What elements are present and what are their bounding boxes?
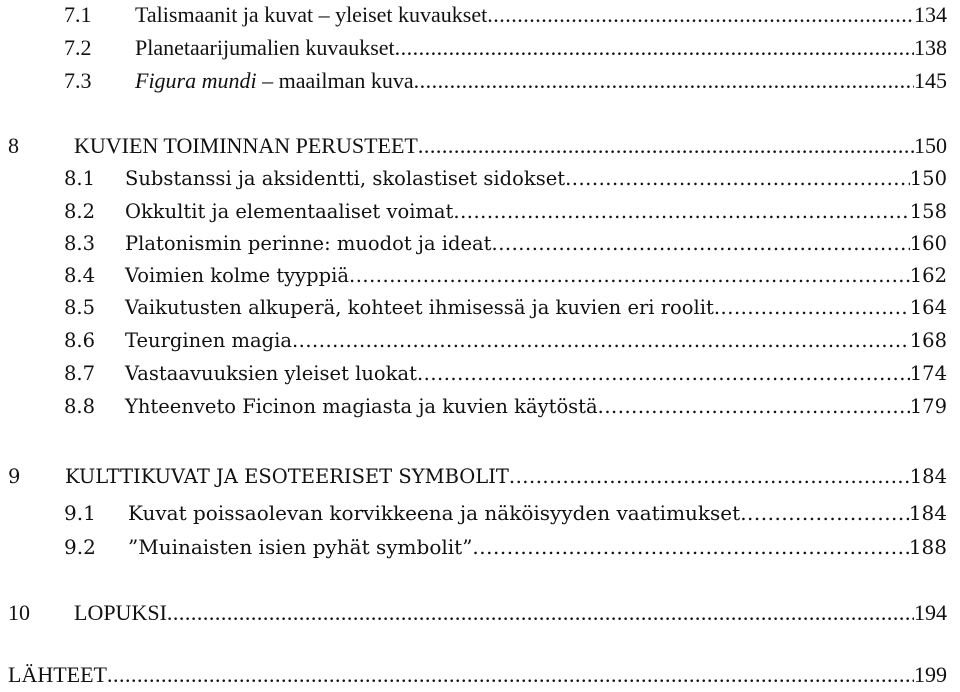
- toc-entry-number: 8.2: [64, 200, 96, 223]
- toc-entry-number: 7.2: [64, 35, 92, 60]
- toc-entry-8-4[interactable]: [0, 264, 947, 294]
- toc-entry-number: 9: [8, 465, 21, 488]
- toc-entry-page: 184: [909, 465, 947, 488]
- leader-dots: [509, 465, 910, 488]
- toc-entry-page: 199: [914, 662, 947, 687]
- toc-entry-page: 138: [914, 35, 947, 60]
- toc-entry-title: Substanssi ja aksidentti, skolastiset sidokset: [125, 167, 566, 190]
- toc-entry-number: 9.2: [64, 535, 96, 559]
- toc-entry-title: LÄHTEET: [8, 662, 107, 687]
- toc-entry-number: 8.3: [64, 232, 96, 255]
- toc-entry-title: KULTTIKUVAT JA ESOTEERISET SYMBOLIT: [65, 465, 509, 488]
- toc-entry-title: [135, 68, 414, 94]
- toc-entry-number: 8.4: [64, 264, 96, 287]
- leader-dots: [417, 362, 910, 385]
- toc-entry-page: 145: [914, 68, 947, 93]
- toc-entry-8-2[interactable]: [0, 200, 947, 230]
- toc-entry-8-8[interactable]: [0, 395, 947, 425]
- leader-dots: [414, 68, 914, 94]
- toc-chapter-9[interactable]: [0, 465, 947, 495]
- toc-entry-number: 8.7: [64, 362, 96, 385]
- toc-entry-8-5[interactable]: [0, 296, 947, 326]
- toc-entry-number: 8.5: [64, 296, 96, 319]
- toc-entry-number: 8: [8, 133, 19, 158]
- toc-entry-title: Teurginen magia: [125, 329, 292, 352]
- toc-entry-title: Vaikutusten alkuperä, kohteet ihmisessä ja kuvien eri roolit: [125, 296, 714, 319]
- toc-entry-page: 150: [914, 133, 947, 158]
- toc-entry-7-3[interactable]: [0, 68, 947, 98]
- leader-dots: [740, 501, 909, 525]
- leader-dots: [395, 35, 914, 61]
- toc-chapter-8[interactable]: [0, 133, 947, 163]
- toc-entry-number: 8.6: [64, 329, 96, 352]
- toc-entry-page: 162: [909, 264, 947, 287]
- toc-entry-number: 7.3: [64, 68, 92, 93]
- toc-entry-8-7[interactable]: [0, 362, 947, 392]
- leader-dots: [487, 2, 914, 28]
- toc-entry-9-2[interactable]: [0, 535, 947, 565]
- toc-entry-page: 160: [909, 232, 947, 255]
- toc-entry-title: Vastaavuuksien yleiset luokat: [125, 362, 417, 385]
- toc-entry-title: Voimien kolme tyyppiä: [125, 264, 350, 287]
- toc-entry-number: 9.1: [64, 501, 96, 525]
- toc-entry-title-italic: Figura mundi: [135, 68, 257, 93]
- toc-entry-title: Okkultit ja elementaaliset voimat: [125, 200, 454, 223]
- toc-entry-page: 194: [914, 600, 947, 625]
- toc-entry-title: LOPUKSI: [74, 600, 167, 625]
- toc-entry-title-rest: – maailman kuva: [256, 68, 414, 93]
- toc-entry-7-1[interactable]: [0, 2, 947, 32]
- toc-entry-8-3[interactable]: [0, 232, 947, 262]
- leader-dots: [453, 200, 909, 223]
- toc-entry-title: ”Muinaisten isien pyhät symbolit”: [128, 535, 473, 559]
- toc-entry-9-1[interactable]: [0, 501, 947, 531]
- toc-entry-7-2[interactable]: [0, 35, 947, 65]
- toc-entry-title: KUVIEN TOIMINNAN PERUSTEET: [74, 133, 418, 158]
- toc-entry-title: Kuvat poissaolevan korvikkeena ja näköisyyden vaatimukset: [128, 501, 741, 525]
- leader-dots: [349, 264, 910, 287]
- leader-dots: [598, 395, 910, 418]
- toc-entry-8-1[interactable]: [0, 167, 947, 197]
- leader-dots: [167, 600, 914, 626]
- toc-entry-page: 188: [908, 535, 947, 559]
- leader-dots: [714, 296, 910, 319]
- toc-entry-page: 174: [909, 362, 947, 385]
- toc-entry-page: 134: [914, 2, 947, 27]
- toc-entry-page: 150: [909, 167, 947, 190]
- leader-dots: [565, 167, 910, 190]
- toc-entry-title: Platonismin perinne: muodot ja ideat: [125, 232, 492, 255]
- toc-entry-page: 168: [909, 329, 947, 352]
- toc-entry-number: 8.8: [64, 395, 96, 418]
- toc-entry-sources[interactable]: [0, 662, 947, 692]
- toc-entry-page: 179: [909, 395, 947, 418]
- toc-entry-title: Planetaarijumalien kuvaukset: [135, 35, 395, 60]
- toc-entry-page: 184: [908, 501, 947, 525]
- leader-dots: [492, 232, 910, 255]
- leader-dots: [472, 535, 908, 559]
- leader-dots: [418, 133, 914, 159]
- toc-entry-title: Talismaanit ja kuvat – yleiset kuvaukset: [135, 2, 488, 27]
- toc-entry-number: 8.1: [64, 167, 96, 190]
- toc-entry-number: 10: [8, 600, 30, 625]
- toc-entry-8-6[interactable]: [0, 329, 947, 359]
- toc-entry-number: 7.1: [64, 2, 92, 27]
- toc-entry-title: Yhteenveto Ficinon magiasta ja kuvien käytöstä: [125, 395, 598, 418]
- leader-dots: [292, 329, 910, 352]
- toc-chapter-10[interactable]: [0, 600, 947, 630]
- leader-dots: [107, 662, 914, 688]
- toc-entry-page: 158: [909, 200, 947, 223]
- toc-entry-page: 164: [909, 296, 947, 319]
